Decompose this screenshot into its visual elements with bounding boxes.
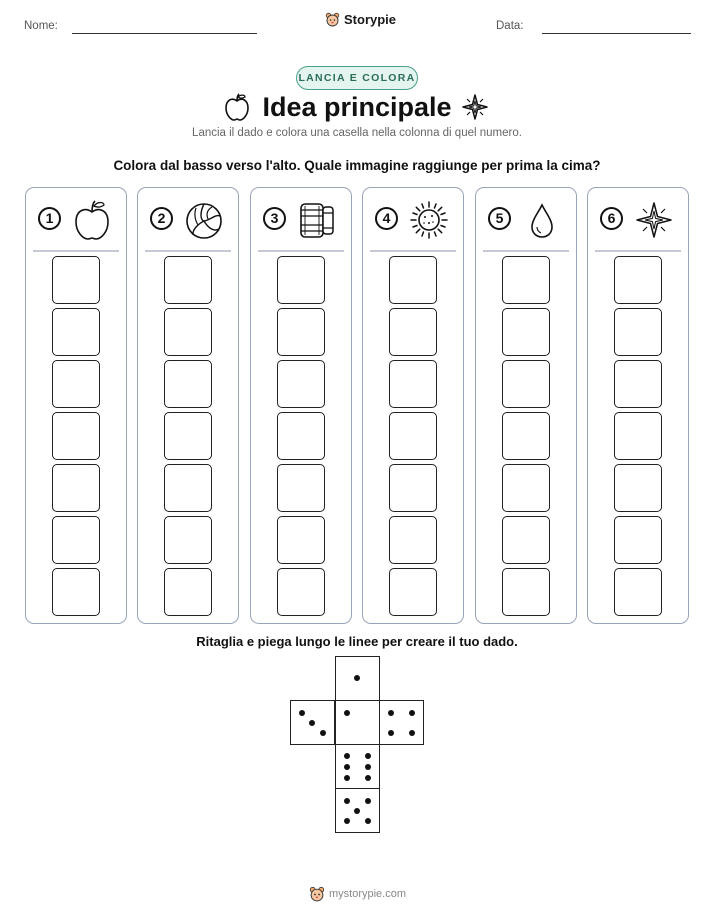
column-divider [370,250,456,252]
dice-pip [365,818,371,824]
dice-pip [299,710,305,716]
name-line[interactable] [72,33,257,34]
column-2 [137,187,239,624]
color-box[interactable] [164,360,212,408]
column-divider [33,250,119,252]
storypie-logo [325,12,396,27]
color-box[interactable] [614,308,662,356]
footer [309,886,406,902]
page-subtitle: Lancia il dado e colora una casella nella colonna di quel numero. [192,127,522,139]
column-number: 2 [150,207,173,230]
color-box[interactable] [164,412,212,460]
water-drop-icon [520,198,564,242]
dice-pip [344,775,350,781]
color-box[interactable] [389,568,437,616]
date-label: Data: [496,20,524,32]
color-box[interactable] [277,464,325,512]
color-box[interactable] [502,360,550,408]
column-divider [258,250,344,252]
column-1 [25,187,127,624]
column-6 [587,187,689,624]
dice-pip [354,808,360,814]
color-box[interactable] [502,412,550,460]
apple-icon [70,198,114,242]
column-divider [483,250,569,252]
color-box[interactable] [389,516,437,564]
dice-pip [354,675,360,681]
column-number: 6 [600,207,623,230]
sleeping-bag-icon [295,198,339,242]
color-box[interactable] [52,360,100,408]
color-box[interactable] [502,464,550,512]
sparkle-star-icon [632,198,676,242]
dice-pip [365,753,371,759]
storypie-mascot-icon [325,12,340,27]
color-box[interactable] [614,568,662,616]
page-title: Idea principale [262,92,452,122]
coloring-instruction: Colora dal basso verso l'alto. Quale immagine raggiunge per prima la cima? [113,158,601,173]
color-box[interactable] [52,464,100,512]
color-box[interactable] [164,516,212,564]
color-box[interactable] [502,568,550,616]
cut-instruction: Ritaglia e piega lungo le linee per creare il tuo dado. [196,634,518,649]
color-box[interactable] [614,516,662,564]
volleyball-icon [182,198,226,242]
dice-face-top [335,656,380,701]
dice-pip [388,710,394,716]
color-box[interactable] [52,412,100,460]
color-box[interactable] [277,308,325,356]
footer-url[interactable]: mystorypie.com [329,888,407,900]
column-number: 1 [38,207,61,230]
dice-pip [344,798,350,804]
column-divider [145,250,231,252]
color-box[interactable] [502,256,550,304]
color-box[interactable] [389,308,437,356]
column-5 [475,187,577,624]
color-box[interactable] [164,308,212,356]
dice-face-bottom [335,788,380,833]
activity-badge: LANCIA E COLORA [296,66,418,90]
dice-pip [365,775,371,781]
dice-face-center [335,700,380,745]
dice-pip [344,710,350,716]
brand-name: Storypie [344,12,397,27]
dice-pip [309,720,315,726]
dice-pip [365,798,371,804]
color-box[interactable] [277,516,325,564]
color-box[interactable] [389,256,437,304]
dice-face-right [379,700,424,745]
color-box[interactable] [164,464,212,512]
color-box[interactable] [277,360,325,408]
name-label: Nome: [24,20,58,32]
sun-icon [407,198,451,242]
storypie-mascot-icon [309,886,325,902]
color-box[interactable] [614,464,662,512]
color-box[interactable] [277,568,325,616]
column-number: 3 [263,207,286,230]
date-line[interactable] [542,33,691,34]
color-box[interactable] [502,308,550,356]
color-box[interactable] [52,256,100,304]
color-box[interactable] [389,360,437,408]
color-box[interactable] [389,412,437,460]
color-box[interactable] [614,412,662,460]
color-box[interactable] [389,464,437,512]
dice-pip [409,730,415,736]
column-4 [362,187,464,624]
dice-pip [344,764,350,770]
column-number: 5 [488,207,511,230]
dice-pip [365,764,371,770]
color-box[interactable] [52,568,100,616]
color-box[interactable] [277,412,325,460]
color-box[interactable] [164,568,212,616]
color-box[interactable] [502,516,550,564]
color-box[interactable] [164,256,212,304]
column-3 [250,187,352,624]
dice-pip [344,753,350,759]
color-box[interactable] [614,360,662,408]
color-box[interactable] [614,256,662,304]
dice-pip [409,710,415,716]
dice-pip [344,818,350,824]
dice-face-below [335,744,380,789]
column-number: 4 [375,207,398,230]
dice-pip [388,730,394,736]
color-box[interactable] [277,256,325,304]
dice-face-left [290,700,335,745]
column-divider [595,250,681,252]
dice-pip [320,730,326,736]
color-box[interactable] [52,516,100,564]
color-box[interactable] [52,308,100,356]
sparkle-star-icon [462,94,488,120]
